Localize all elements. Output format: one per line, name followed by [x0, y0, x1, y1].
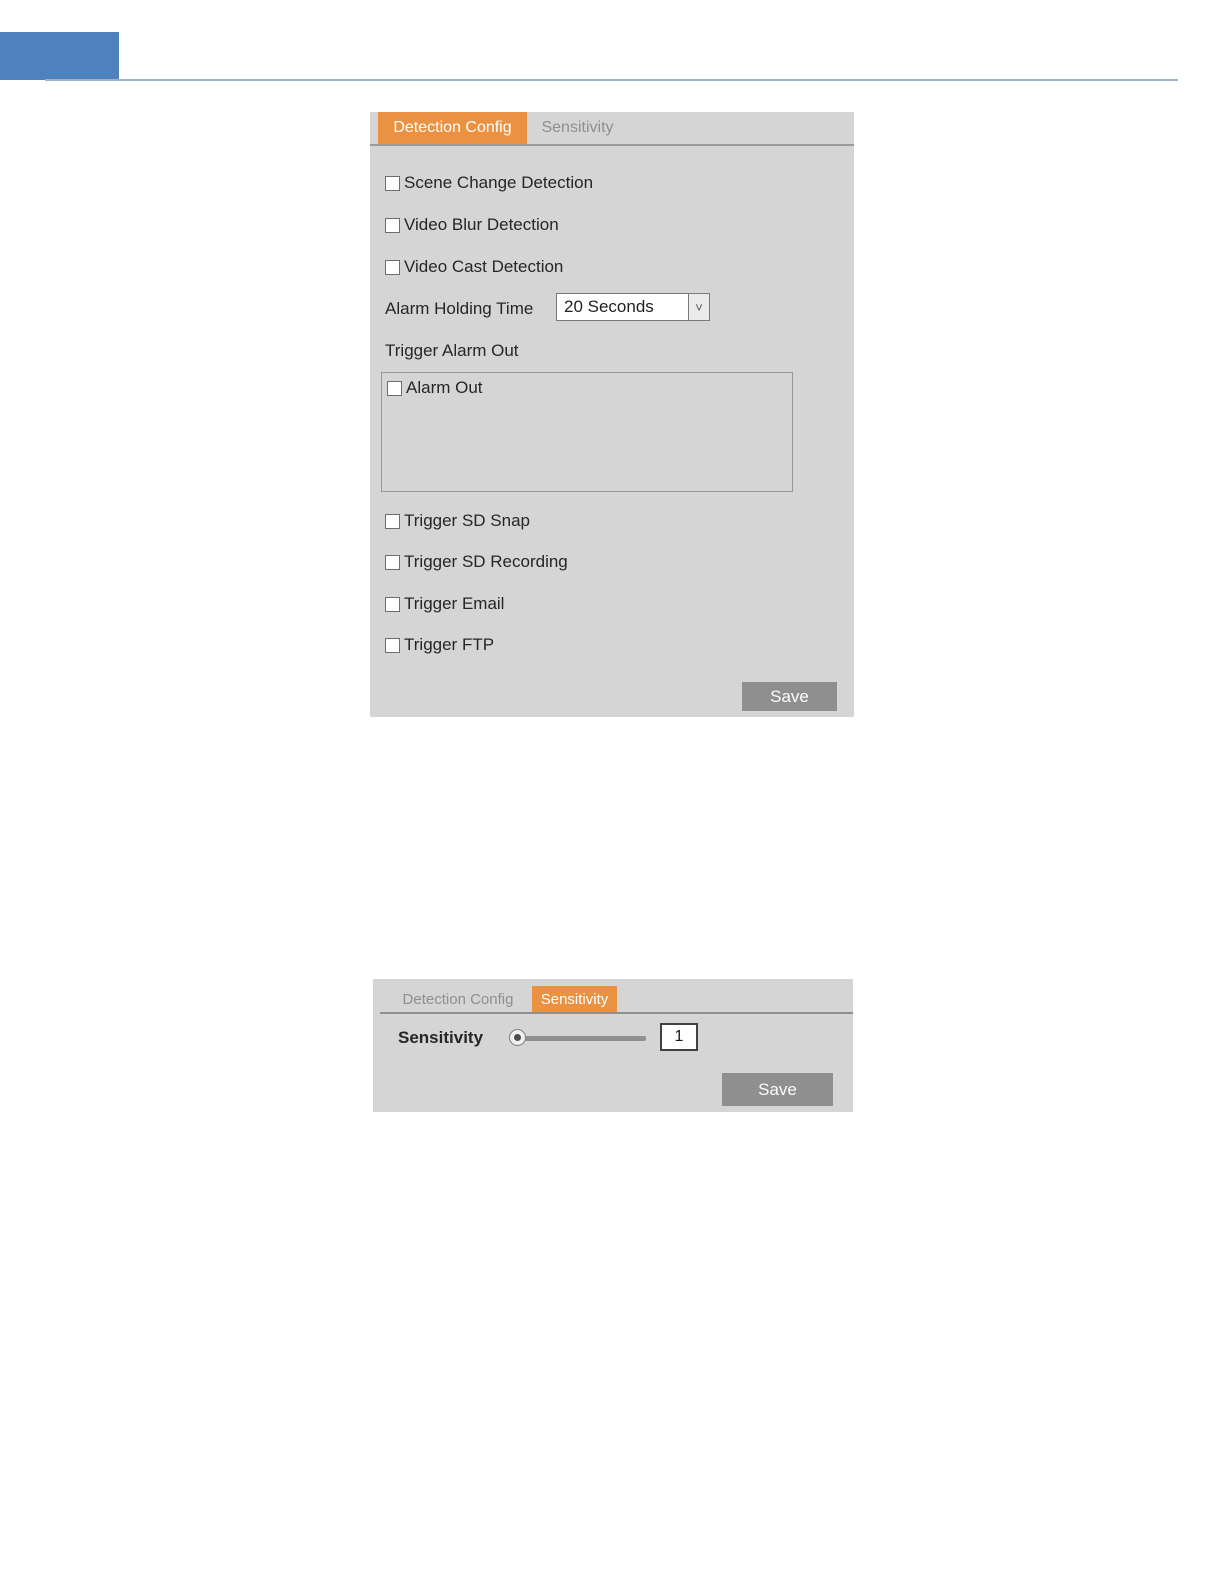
tabbar-underline	[380, 1012, 853, 1014]
detection-config-panel	[370, 112, 854, 717]
checkbox-trigger-sd-recording[interactable]	[385, 555, 400, 570]
slider-thumb-dot-icon	[514, 1034, 521, 1041]
trigger-alarm-out-label: Trigger Alarm Out	[385, 341, 519, 360]
checkbox-trigger-sd-snap[interactable]	[385, 514, 400, 529]
trigger-row-sd-recording	[385, 552, 568, 572]
checkbox-label: Scene Change Detection	[404, 173, 594, 192]
trigger-row-ftp	[385, 635, 494, 655]
tabbar-underline	[370, 144, 854, 146]
checkbox-video-cast-detection[interactable]	[385, 260, 400, 275]
save-button[interactable]: Save	[742, 682, 837, 711]
trigger-row-email	[385, 594, 504, 614]
checkbox-label: Alarm Out	[406, 378, 483, 397]
tab-sensitivity[interactable]: Sensitivity	[541, 119, 614, 136]
header-accent-block	[0, 32, 119, 80]
alarm-holding-time-label: Alarm Holding Time	[385, 299, 534, 318]
tab-detection-config[interactable]: Detection Config	[402, 991, 514, 1008]
sensitivity-slider-thumb[interactable]	[509, 1029, 526, 1046]
tab-detection-config[interactable]: Detection Config	[378, 112, 527, 144]
header-divider-line	[45, 79, 1178, 81]
trigger-row-sd-snap	[385, 511, 530, 531]
chevron-down-icon[interactable]: ˅	[688, 294, 709, 320]
save-button[interactable]: Save	[722, 1073, 833, 1106]
checkbox-label: Trigger Email	[404, 594, 505, 613]
alarm-out-row	[387, 378, 483, 398]
checkbox-label: Trigger SD Snap	[404, 511, 530, 530]
checkbox-label: Video Cast Detection	[404, 257, 564, 276]
sensitivity-slider-track[interactable]	[513, 1036, 646, 1041]
checkbox-label: Trigger SD Recording	[404, 552, 568, 571]
checkbox-trigger-email[interactable]	[385, 597, 400, 612]
sensitivity-value-input[interactable]: 1	[660, 1023, 698, 1051]
option-row-video-blur	[385, 215, 559, 235]
tab-sensitivity[interactable]: Sensitivity	[532, 986, 617, 1012]
checkbox-video-blur-detection[interactable]	[385, 218, 400, 233]
checkbox-label: Trigger FTP	[404, 635, 495, 654]
option-row-scene-change	[385, 173, 593, 193]
alarm-holding-time-value: 20 Seconds	[564, 297, 654, 316]
option-row-video-cast	[385, 257, 563, 277]
alarm-holding-time-select[interactable]	[556, 293, 710, 321]
alarm-out-listbox	[381, 372, 793, 492]
sensitivity-label: Sensitivity	[398, 1028, 484, 1047]
sensitivity-panel	[373, 979, 853, 1112]
checkbox-scene-change-detection[interactable]	[385, 176, 400, 191]
checkbox-trigger-ftp[interactable]	[385, 638, 400, 653]
checkbox-alarm-out[interactable]	[387, 381, 402, 396]
checkbox-label: Video Blur Detection	[404, 215, 559, 234]
